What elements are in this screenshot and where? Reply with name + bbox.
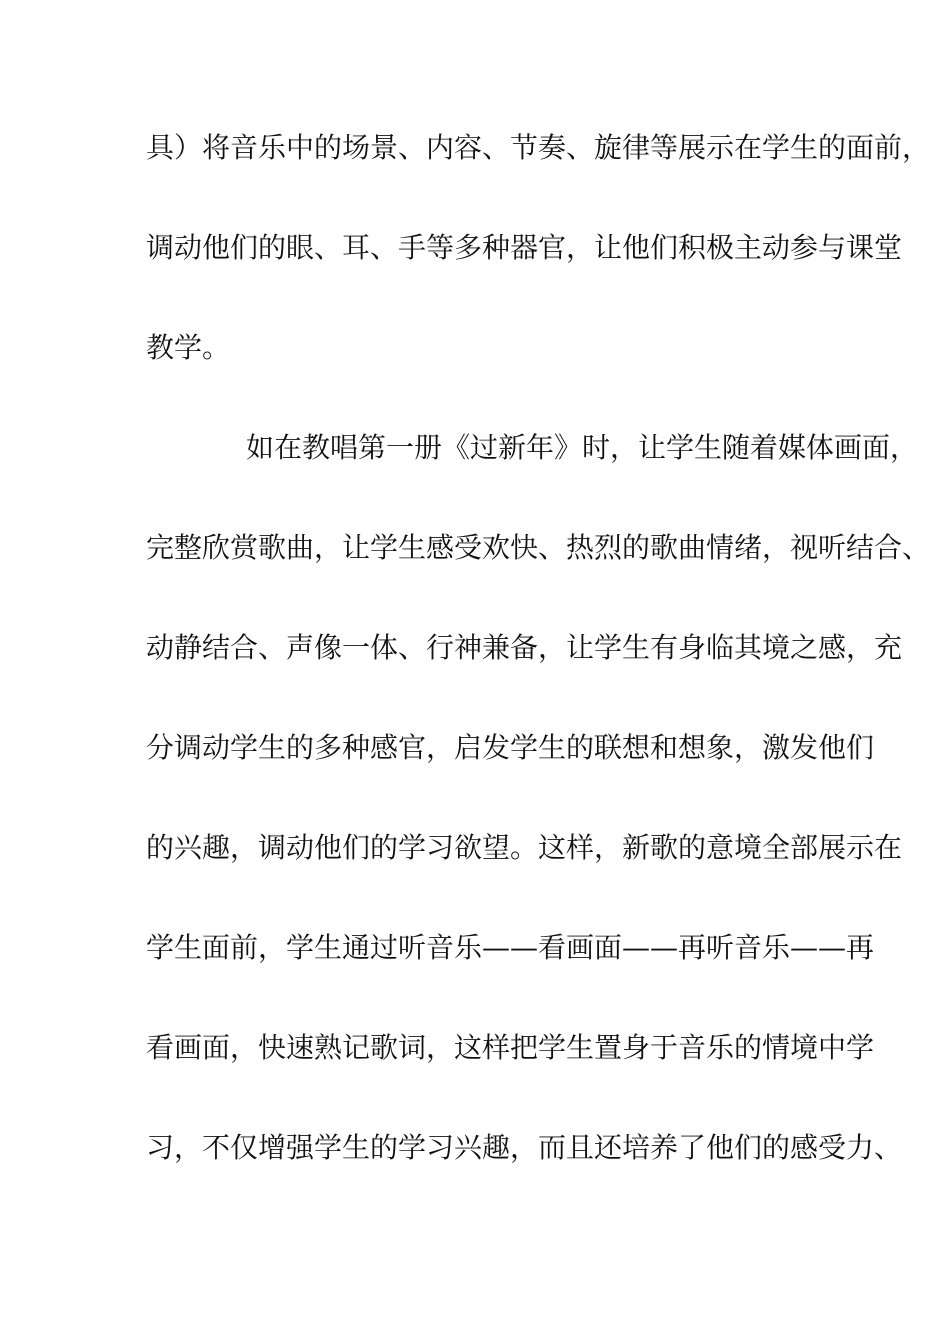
text-line: 教学。 bbox=[146, 331, 231, 364]
text-line: 分调动学生的多种感官，启发学生的联想和想象，激发他们 bbox=[146, 731, 875, 764]
text-line: 看画面，快速熟记歌词，这样把学生置身于音乐的情境中学 bbox=[146, 1031, 875, 1064]
paragraph-first-line: 如在教唱第一册《过新年》时，让学生随着媒体画面， bbox=[246, 431, 919, 464]
text-line: 动静结合、声像一体、行神兼备，让学生有身临其境之感，充 bbox=[146, 631, 903, 664]
text-line: 习，不仅增强学生的学习兴趣，而且还培养了他们的感受力、 bbox=[146, 1131, 903, 1164]
text-line: 学生面前，学生通过听音乐——看画面——再听音乐——再 bbox=[146, 931, 875, 964]
text-line: 完整欣赏歌曲，让学生感受欢快、热烈的歌曲情绪，视听结合、 bbox=[146, 531, 931, 564]
text-line: 的兴趣，调动他们的学习欲望。这样，新歌的意境全部展示在 bbox=[146, 831, 903, 864]
text-line: 调动他们的眼、耳、手等多种器官，让他们积极主动参与课堂 bbox=[146, 231, 903, 264]
text-line: 具）将音乐中的场景、内容、节奏、旋律等展示在学生的面前， bbox=[146, 131, 931, 164]
